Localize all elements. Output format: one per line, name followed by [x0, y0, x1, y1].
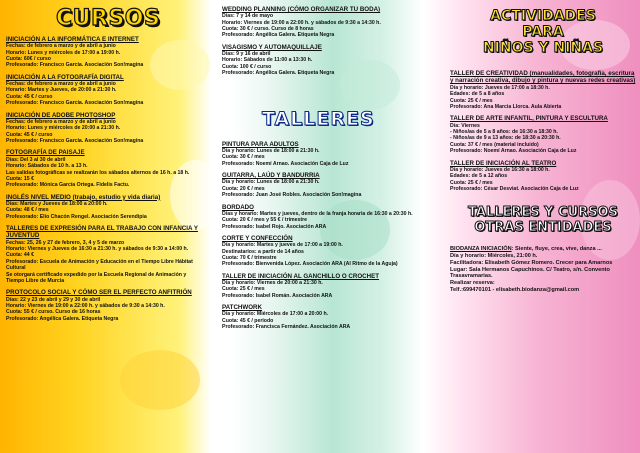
course-detail: Cuota: 45 € / periodo — [222, 317, 274, 324]
course-entry — [6, 74, 201, 107]
course-detail: Profesorado: Ana Marcia Llorca. Aula Abierta — [450, 103, 562, 110]
course-detail: Fechas: de febrero a marzo y de abril a junio — [6, 118, 116, 125]
course-detail: Cuota: 70 € / trimestre — [222, 254, 277, 261]
course-title: BORDADO — [222, 203, 254, 211]
talleres-list — [222, 141, 428, 331]
course-detail: Cuota: 45 € / curso — [6, 131, 53, 138]
biodanza-heading-rest: : Siente, fluye, crea, vive, danza ... — [511, 246, 602, 253]
biodanza-detail: Día y horario: Miércoles, 21:00 h. — [450, 253, 538, 260]
course-detail: Horario: Sábados de 11:00 a 13:30 h. — [222, 57, 313, 64]
course-title: PROTOCOLO SOCIAL Y CÓMO SER EL PERFECTO ANFITRIÓN — [6, 289, 192, 297]
course-detail: Horario: Viernes de 19:00 a 22:00 h. y sábados de 9:30 a 14:30 h. — [222, 19, 381, 26]
course-title: FOTOGRAFÍA DE PAISAJE — [6, 149, 85, 157]
course-detail: Cuota: 25 € / mes — [450, 97, 493, 104]
course-title: GUITARRA, LAÚD Y BANDURRIA — [222, 172, 320, 180]
otras-title-line: TALLERES Y CURSOS — [468, 205, 618, 221]
course-detail: Horario: Martes y Jueves, de 20:00 a 21:30 h. — [6, 87, 117, 94]
course-title: TALLER DE INICIACIÓN AL GANCHILLO O CROCHET — [222, 272, 379, 280]
course-detail: Día y horario: Lunes de 18:00 a 21:30 h. — [222, 179, 320, 186]
course-detail: Días: 9 y 16 de abril — [222, 51, 271, 58]
course-detail: - Niños/as de 5 a 8 años: de 16:30 a 18:30 h. — [450, 128, 558, 135]
course-detail: Destinatarios: a partir de 14 años — [222, 248, 304, 255]
course-entry — [450, 70, 636, 110]
cursos-column — [0, 0, 205, 453]
course-detail: Cuota: 15 € — [6, 175, 34, 182]
course-detail: Cuota: 25 € / mes — [222, 286, 265, 293]
course-entry — [450, 160, 636, 193]
course-detail: Profesorado: Angélica Galera. Etiqueta Negra — [6, 315, 119, 322]
actividades-title-line: NIÑOS Y NIÑAS — [482, 40, 604, 57]
course-detail: Profesorado: Francisco García. Asociación Son!magina — [6, 62, 144, 69]
course-detail: Cuota: 25 € / mes — [450, 179, 493, 186]
course-detail: Fechas: 25, 26 y 27 de febrero, 3, 4 y 5 de marzo — [6, 239, 125, 246]
course-detail: Profesorado: Isabel Román. Asociación ARA — [222, 292, 333, 299]
course-detail: Día: Viernes — [450, 122, 480, 129]
course-title: PINTURA PARA ADULTOS — [222, 140, 299, 148]
course-detail: Profesorado: Angélica Galera. Etiqueta Negra — [222, 70, 335, 77]
course-title: WEDDING PLANNING (CÓMO ORGANIZAR TU BODA) — [222, 6, 381, 13]
course-detail: Cuota: 20 € / mes — [222, 185, 265, 192]
actividades-title-line: ACTIVIDADES — [490, 8, 596, 24]
course-entry — [222, 273, 428, 299]
course-entry — [6, 36, 201, 69]
course-detail: Profesorado: Francisca Fernández. Asociación ARA — [222, 324, 351, 331]
cursos-list — [6, 36, 201, 322]
biodanza-detail: Telf.:699470101 - elisabeth.biodanza@gmail.com — [450, 287, 580, 294]
course-detail: Cuota: 48 € / mes — [6, 207, 49, 214]
course-detail: - Niños/as de 9 a 13 años: de 18:30 a 20:30 h. — [450, 135, 561, 142]
course-entry — [222, 204, 428, 230]
cursos-title: CURSOS — [56, 6, 161, 31]
course-detail: Días: 22 y 23 de abril y 29 y 30 de abril — [6, 296, 101, 303]
course-detail: Las salidas fotográficas se realizarán los sábados alternos de 16 h. a 18 h. — [6, 169, 190, 176]
course-detail: Día y horario: Jueves de 17:00 a 18:30 h. — [450, 84, 550, 91]
course-entry — [6, 149, 201, 188]
course-detail: Día y horario: Miércoles de 17:00 a 20:00 h. — [222, 311, 329, 318]
course-detail: Días: 7 y 14 de mayo — [222, 13, 274, 20]
biodanza-detail: Lugar: Sala Hermanos Capuchinos. C/ Teatro, s/n. Convento Trasavramarias. — [450, 266, 610, 280]
course-title: CORTE Y CONFECCIÓN — [222, 234, 293, 242]
course-title: INICIACIÓN A LA FOTOGRAFÍA DIGITAL — [6, 73, 124, 81]
course-detail: Cuota: 30 € / mes — [222, 154, 265, 161]
course-detail: Profesorado: Noemí Arnao. Asociación Caja de Luz — [222, 160, 349, 167]
course-title: INICIACIÓN DE ADOBE PHOTOSHOP — [6, 111, 116, 119]
course-detail: Días y horario: Martes y jueves, dentro de la franja horaria de 16:30 a 20:30 h. — [222, 210, 413, 217]
course-title: TALLER DE INICIACIÓN AL TEATRO — [450, 159, 557, 167]
actividades-title — [450, 8, 636, 56]
course-entry — [222, 235, 428, 268]
course-entry — [222, 172, 428, 198]
course-entry — [6, 225, 201, 284]
course-entry — [222, 6, 428, 39]
otras-entidades-title — [450, 206, 636, 236]
course-detail: Horario: Viernes de 19:00 a 22:00 h. y sábados de 9:30 a 14:30 h. — [6, 303, 165, 309]
course-title: INGLÉS NIVEL MEDIO (trabajo, estudio y vida diaria) — [6, 193, 161, 201]
course-detail: Día y horario: Viernes de 20:00 a 21:30 h. — [222, 279, 323, 286]
course-detail: Cuota: 44 € — [6, 252, 34, 259]
course-entry — [6, 112, 201, 145]
course-detail: Horario: Viernes y Jueves de 16:30 a 21:30 h. y sábados de 9:30 a 14:00 h. — [6, 245, 189, 252]
course-title: INICIACIÓN A LA INFORMÁTICA E INTERNET — [6, 36, 139, 43]
course-detail: Cuota: 60€ / curso — [6, 56, 51, 63]
course-detail: Edades: de 5 a 8 años — [450, 91, 505, 98]
ninos-column — [438, 0, 640, 453]
course-detail: Profesorado: Escuela de Animación y Educación en el Tiempo Libre Hábitat Cultural — [6, 258, 193, 272]
course-detail: Cuota: 37 € / mes (material incluido) — [450, 141, 539, 148]
biodanza-details — [450, 253, 636, 294]
course-detail: Cuota: 100 € / curso — [222, 63, 272, 70]
course-detail: Días: Martes y Jueves de 18:00 a 20:00 h. — [6, 200, 108, 207]
course-detail: Fechas: de febrero a marzo y de abril a junio — [6, 81, 116, 88]
course-detail: Profesorado: Isabel Rojo. Asociación ARA — [222, 223, 327, 230]
course-title: VISAGISMO Y AUTOMAQUILLAJE — [222, 43, 322, 51]
biodanza-heading: BIODANZA INICIACIÓN — [450, 246, 512, 253]
course-detail: Profesorado: Elio Chacón Rengel. Asociación Serendipia — [6, 213, 147, 220]
course-detail: Profesorado: Francisco García. Asociación Son!magina — [6, 138, 144, 145]
biodanza-detail: Realizar reserva: — [450, 280, 495, 287]
course-detail: Horario: Lunes y miércoles de 17:00 a 19:00 h. — [6, 49, 121, 56]
course-detail: Profesorado: Mónica García Ortega. Fidelis Factu. — [6, 182, 130, 189]
course-detail: Se otorgará certificado expedido por la Escuela Regional de Animación y Tiempo Libre de Murcia — [6, 271, 187, 284]
course-detail: Cuota: 45 € / curso — [6, 93, 53, 100]
extra-cursos-list — [222, 6, 428, 77]
course-detail: Fechas: de febrero a marzo y de abril a junio — [6, 43, 116, 50]
course-detail: Horario: Sábados de 10 h. a 13 h. — [6, 163, 88, 170]
course-title: TALLER DE CREATIVIDAD (manualidades, fotografía, escritura y narración creativa, dibujo y pintura y nuevas redes creativas) — [450, 70, 636, 85]
course-detail: Cuota: 30 € / curso. Curso de 8 horas — [222, 26, 314, 33]
course-title: TALLERES DE EXPRESIÓN PARA EL TRABAJO CON INFANCIA Y JUVENTUD — [6, 225, 198, 240]
course-detail: Profesorado: Francisco García. Asociación Son!magina — [6, 100, 144, 107]
course-entry — [6, 194, 201, 220]
course-title: TALLER DE ARTE INFANTIL, PINTURA Y ESCULTURA — [450, 115, 608, 123]
course-entry — [6, 289, 201, 322]
course-detail: Días: Del 3 al 30 de abril — [6, 156, 66, 163]
course-detail: Profesorado: Juan José Robles. Asociación Son!magina — [222, 192, 362, 199]
course-title: PATCHWORK — [222, 304, 262, 312]
course-detail: Día y horario: Lunes de 18:00 a 21:30 h. — [222, 147, 320, 154]
course-detail: Edades: de 5 a 12 años — [450, 173, 508, 180]
course-detail: Profesorado: Angélica Galera. Etiqueta Negra — [222, 32, 335, 39]
course-detail: Cuota: 55 € / curso. Curso de 16 horas — [6, 309, 101, 316]
talleres-column — [222, 0, 428, 453]
otras-title-line: OTRAS ENTIDADES — [474, 220, 612, 236]
course-detail: Horario: Lunes y miércoles de 20:00 a 21:30 h. — [6, 125, 121, 132]
ninos-list — [450, 70, 636, 192]
course-detail: Profesorado: César Desviat. Asociación Caja de Luz — [450, 185, 579, 192]
course-detail: Profesorado: Bienvenida López. Asociación ARA (Al Ritmo de la Aguja) — [222, 261, 398, 268]
biodanza-entry — [450, 246, 636, 294]
course-entry — [222, 304, 428, 330]
talleres-title: TALLERES — [262, 107, 375, 130]
biodanza-detail: Facilitadora: Elisabeth Gómez Romero. Crecer para Amarnos — [450, 259, 613, 266]
course-detail: Día y horario: Martes y jueves de 17:00 a 19:00 h. — [222, 242, 343, 249]
course-detail: Día y horario: Jueves de 16:30 a 18:00 h. — [450, 166, 550, 173]
actividades-title-line: PARA — [522, 24, 564, 41]
course-entry — [450, 115, 636, 154]
course-entry — [222, 44, 428, 77]
course-detail: Cuota: 20 € / mes y 55 € / trimestre — [222, 217, 308, 224]
course-detail: Profesorado: Noemí Arnao. Asociación Caja de Luz — [450, 148, 577, 155]
course-entry — [222, 141, 428, 167]
